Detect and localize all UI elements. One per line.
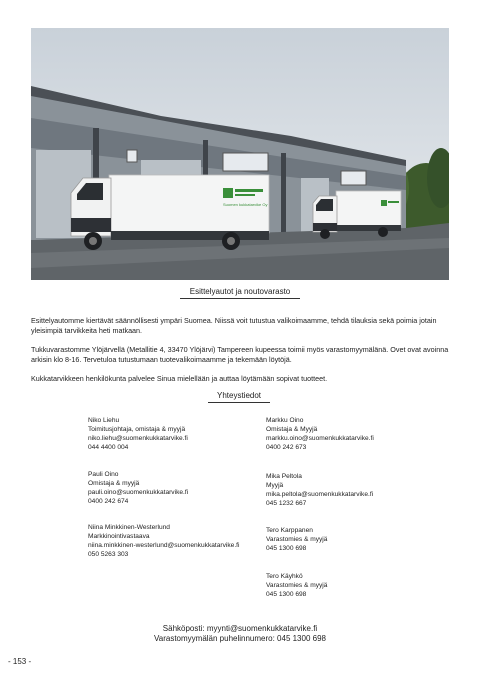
paragraph-display-cars: Esittelyautomme kiertävät säännöllisesti ympäri Suomea. Niissä voit tutustua valikoimaamme, tehdä tilauksia sekä poimia jotain yleisimpiä tarvikkeita heti matkaan. bbox=[31, 316, 437, 335]
contact-card bbox=[88, 470, 188, 506]
contact-card bbox=[266, 416, 374, 452]
heading-underline bbox=[208, 402, 270, 403]
contact-phone: 0400 242 673 bbox=[266, 444, 307, 451]
contact-phone: 045 1300 698 bbox=[266, 545, 307, 552]
contact-email[interactable]: niko.liehu@suomenkukkatarvike.fi bbox=[88, 435, 188, 442]
contact-title: Omistaja & Myyjä bbox=[266, 426, 318, 433]
heading-text: Yhteystiedot bbox=[216, 391, 262, 400]
footer-email[interactable]: Sähköposti: myynti@suomenkukkatarvike.fi bbox=[162, 624, 318, 633]
contact-email[interactable]: pauli.oino@suomenkukkatarvike.fi bbox=[88, 489, 189, 496]
truck-logo-text: Suomen kukkatarvike Oy bbox=[223, 202, 268, 207]
contact-phone: 050 5263 303 bbox=[88, 551, 129, 558]
contact-name: Tero Karppanen bbox=[266, 527, 313, 534]
contact-phone: 044 4400 004 bbox=[88, 444, 129, 451]
paragraph-warehouse: Tukkuvarastomme Ylöjärvellä (Metallitie 4, 33470 Ylöjärvi) Tampereen kupeessa toimii myös varastomyymälänä. Ovet ovat avoinna arkisin klo 8-16. Tervetuloa tutustumaan tuotevalikoimaamme ja tekemään löytöjä. bbox=[31, 345, 449, 364]
paragraph-staff: Kukkatarvikkeen henkilökunta palvelee Sinua mielellään ja auttaa löytämään sopivat tuotteet. bbox=[31, 374, 328, 383]
warehouse-trucks-image bbox=[31, 28, 449, 280]
contact-card bbox=[266, 526, 327, 553]
heading-text: Esittelyautot ja noutovarasto bbox=[189, 287, 291, 296]
contact-phone: 045 1232 667 bbox=[266, 500, 307, 507]
contact-email[interactable]: mika.peltola@suomenkukkatarvike.fi bbox=[266, 491, 374, 498]
contact-name: Mika Peltola bbox=[266, 473, 302, 480]
contact-name: Pauli Oino bbox=[88, 471, 119, 478]
contact-card bbox=[266, 472, 373, 508]
page-number: - 153 - bbox=[8, 657, 32, 666]
contact-name: Niko Liehu bbox=[88, 417, 120, 424]
contact-phone: 0400 242 674 bbox=[88, 498, 129, 505]
section-heading-contact bbox=[208, 391, 270, 403]
contact-card bbox=[88, 523, 239, 559]
contact-title: Toimitusjohtaja, omistaja & myyjä bbox=[88, 426, 186, 433]
footer-phone: Varastomyymälän puhelinnumero: 045 1300 698 bbox=[154, 634, 326, 643]
contact-name: Tero Käyhkö bbox=[266, 573, 303, 580]
contact-name: Niina Minkkinen-Westerlund bbox=[88, 524, 170, 531]
contact-email[interactable]: niina.minkkinen-westerlund@suomenkukkatarvike.fi bbox=[88, 542, 240, 549]
contact-card bbox=[88, 416, 188, 452]
contact-title: Myyjä bbox=[266, 482, 284, 489]
section-heading-display bbox=[180, 287, 300, 299]
contact-title: Markkinointivastaava bbox=[88, 533, 150, 540]
contact-title: Omistaja & myyjä bbox=[88, 480, 140, 487]
warehouse-photo bbox=[31, 28, 449, 280]
heading-underline bbox=[180, 298, 300, 299]
contact-title: Varastomies & myyjä bbox=[266, 582, 328, 589]
contact-card bbox=[266, 572, 327, 599]
contact-phone: 045 1300 698 bbox=[266, 591, 307, 598]
contact-title: Varastomies & myyjä bbox=[266, 536, 328, 543]
contact-email[interactable]: markku.oino@suomenkukkatarvike.fi bbox=[266, 435, 374, 442]
truck-large bbox=[71, 175, 269, 250]
contact-name: Markku Oino bbox=[266, 417, 304, 424]
